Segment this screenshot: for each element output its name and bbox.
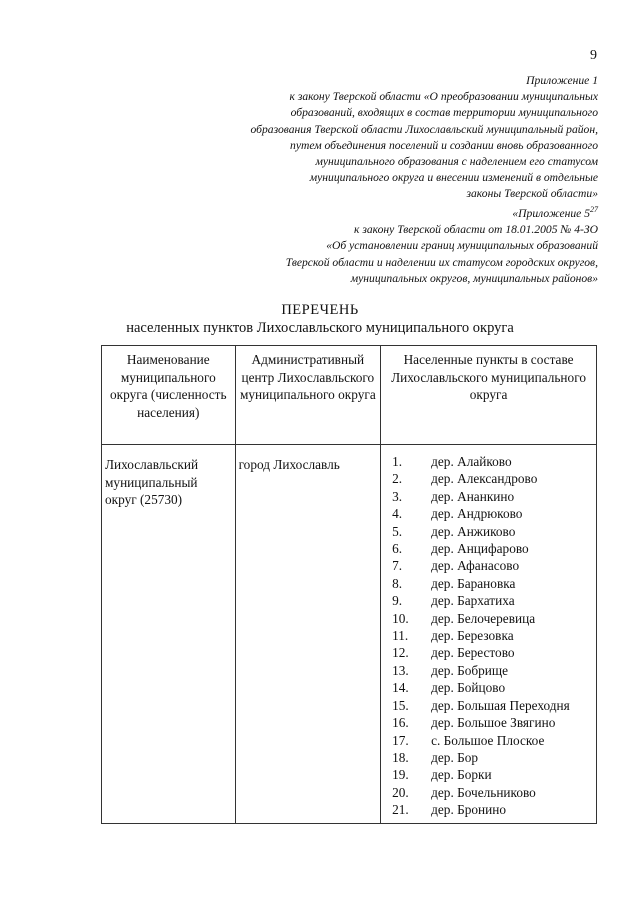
page-number: 9 [590, 48, 597, 63]
settlement-number: 15. [392, 697, 409, 713]
admin-center-name: город Лихославль [238, 457, 340, 472]
list-item [381, 784, 596, 801]
settlement-number: 14. [392, 680, 409, 696]
settlements-table [101, 345, 597, 824]
settlement-name: дер. Бронино [431, 802, 507, 818]
list-item [381, 662, 596, 679]
settlement-name: дер. Большая Переходня [431, 697, 570, 713]
appendix-2-first-line [178, 206, 598, 222]
admin-center-cell [235, 445, 381, 824]
list-item [381, 470, 596, 487]
table-header-row [102, 346, 597, 445]
settlement-name: дер. Бор [431, 749, 479, 765]
settlement-name: дер. Алайково [431, 454, 512, 469]
settlements-list [381, 445, 596, 823]
list-item [381, 557, 596, 574]
list-item [381, 714, 596, 731]
header-admin-center: Административный центр Лихославльского муниципального округа [235, 346, 381, 445]
appendix-2-line: к закону Тверской области от 18.01.2005 № 4-ЗО [354, 223, 598, 237]
settlement-name: дер. Андрюково [431, 506, 523, 522]
settlement-number: 10. [392, 610, 409, 626]
appendix-1-line: муниципального образования с наделением его статусом [315, 155, 598, 169]
settlement-number: 8. [392, 575, 403, 591]
document-subtitle: населенных пунктов Лихославльского муниципального округа [126, 320, 514, 336]
settlement-name: дер. Борки [431, 767, 492, 783]
settlement-name: дер. Бобрище [431, 662, 509, 678]
settlement-name: дер. Березовка [431, 628, 514, 644]
list-item [381, 766, 596, 783]
appendix-2-line: Тверской области и наделении их статусом городских округов, [285, 255, 598, 269]
settlement-number: 4. [392, 506, 403, 522]
settlement-number: 20. [392, 784, 409, 800]
settlement-number: 3. [392, 488, 403, 504]
appendix-1-line: муниципального округа и внесении изменений в отдельные [309, 171, 598, 185]
list-item [381, 575, 596, 592]
appendix-2-heading [178, 206, 598, 287]
appendix-1-heading [178, 73, 598, 203]
appendix-1-line: образований, входящих в состав территории муниципального [290, 106, 598, 120]
appendix-2-label: «Приложение 5 [512, 207, 590, 220]
settlement-number: 12. [392, 645, 409, 661]
appendix-1-line: путем объединения поселений и создании вновь образованного [290, 138, 598, 152]
list-item [381, 610, 596, 627]
settlements-cell [381, 445, 597, 824]
settlement-number: 9. [392, 593, 403, 609]
settlement-number: 2. [392, 471, 403, 487]
settlement-number: 18. [392, 749, 409, 765]
settlement-name: дер. Бархатиха [431, 593, 515, 609]
settlement-number: 16. [392, 715, 409, 731]
list-item [381, 697, 596, 714]
settlement-name: дер. Афанасово [431, 558, 520, 574]
appendix-1-line: образования Тверской области Лихославльский муниципальный район, [250, 122, 598, 136]
list-item [381, 488, 596, 505]
settlement-name: дер. Анжиково [431, 523, 516, 539]
list-item [381, 644, 596, 661]
settlement-name: дер. Барановка [431, 575, 516, 591]
settlement-name: дер. Берестово [431, 645, 515, 661]
settlement-name: дер. Александрово [431, 471, 538, 487]
settlement-name: дер. Большое Звягино [431, 715, 556, 731]
settlement-number: 5. [392, 523, 403, 539]
appendix-1-line: к закону Тверской области «О преобразовании муниципальных [289, 90, 598, 104]
settlement-number: 13. [392, 662, 409, 678]
appendix-1-line: Приложение 1 [526, 74, 598, 87]
settlement-number: 6. [392, 541, 403, 557]
appendix-2-line: «Об установлении границ муниципальных образований [326, 239, 598, 253]
list-item [381, 505, 596, 522]
list-item [381, 592, 596, 609]
document-title: ПЕРЕЧЕНЬ [281, 302, 359, 318]
list-item [381, 540, 596, 557]
header-municipality: Наименование муниципального округа (численность населения) [102, 346, 236, 445]
settlement-name: дер. Анцифарово [431, 541, 529, 557]
list-item [381, 679, 596, 696]
municipality-cell [102, 445, 236, 824]
list-item [381, 732, 596, 749]
appendix-2-line: муниципальных округов, муниципальных районов» [350, 271, 598, 285]
settlement-name: дер. Ананкино [431, 488, 515, 504]
appendix-1-line: законы Тверской области» [466, 187, 598, 201]
list-item [381, 523, 596, 540]
settlement-number: 19. [392, 767, 409, 783]
settlement-name: с. Большое Плоское [431, 732, 545, 748]
header-settlements: Населенные пункты в составе Лихославльского муниципального округа [381, 346, 597, 445]
settlement-number: 21. [392, 802, 409, 818]
list-item [381, 453, 596, 470]
settlement-name: дер. Бойцово [431, 680, 506, 696]
list-item [381, 627, 596, 644]
settlement-name: дер. Бочельниково [431, 784, 536, 800]
settlement-number: 11. [392, 628, 409, 644]
settlement-number: 1. [392, 454, 403, 469]
list-item [381, 801, 596, 818]
municipality-name: Лихославльский муниципальный округ (25730) [105, 457, 199, 507]
settlement-number: 17. [392, 732, 409, 748]
settlement-name: дер. Белочеревица [431, 610, 536, 626]
table-row [102, 445, 597, 824]
appendix-2-superscript: 27 [590, 205, 598, 215]
settlement-number: 7. [392, 558, 403, 574]
list-item [381, 749, 596, 766]
